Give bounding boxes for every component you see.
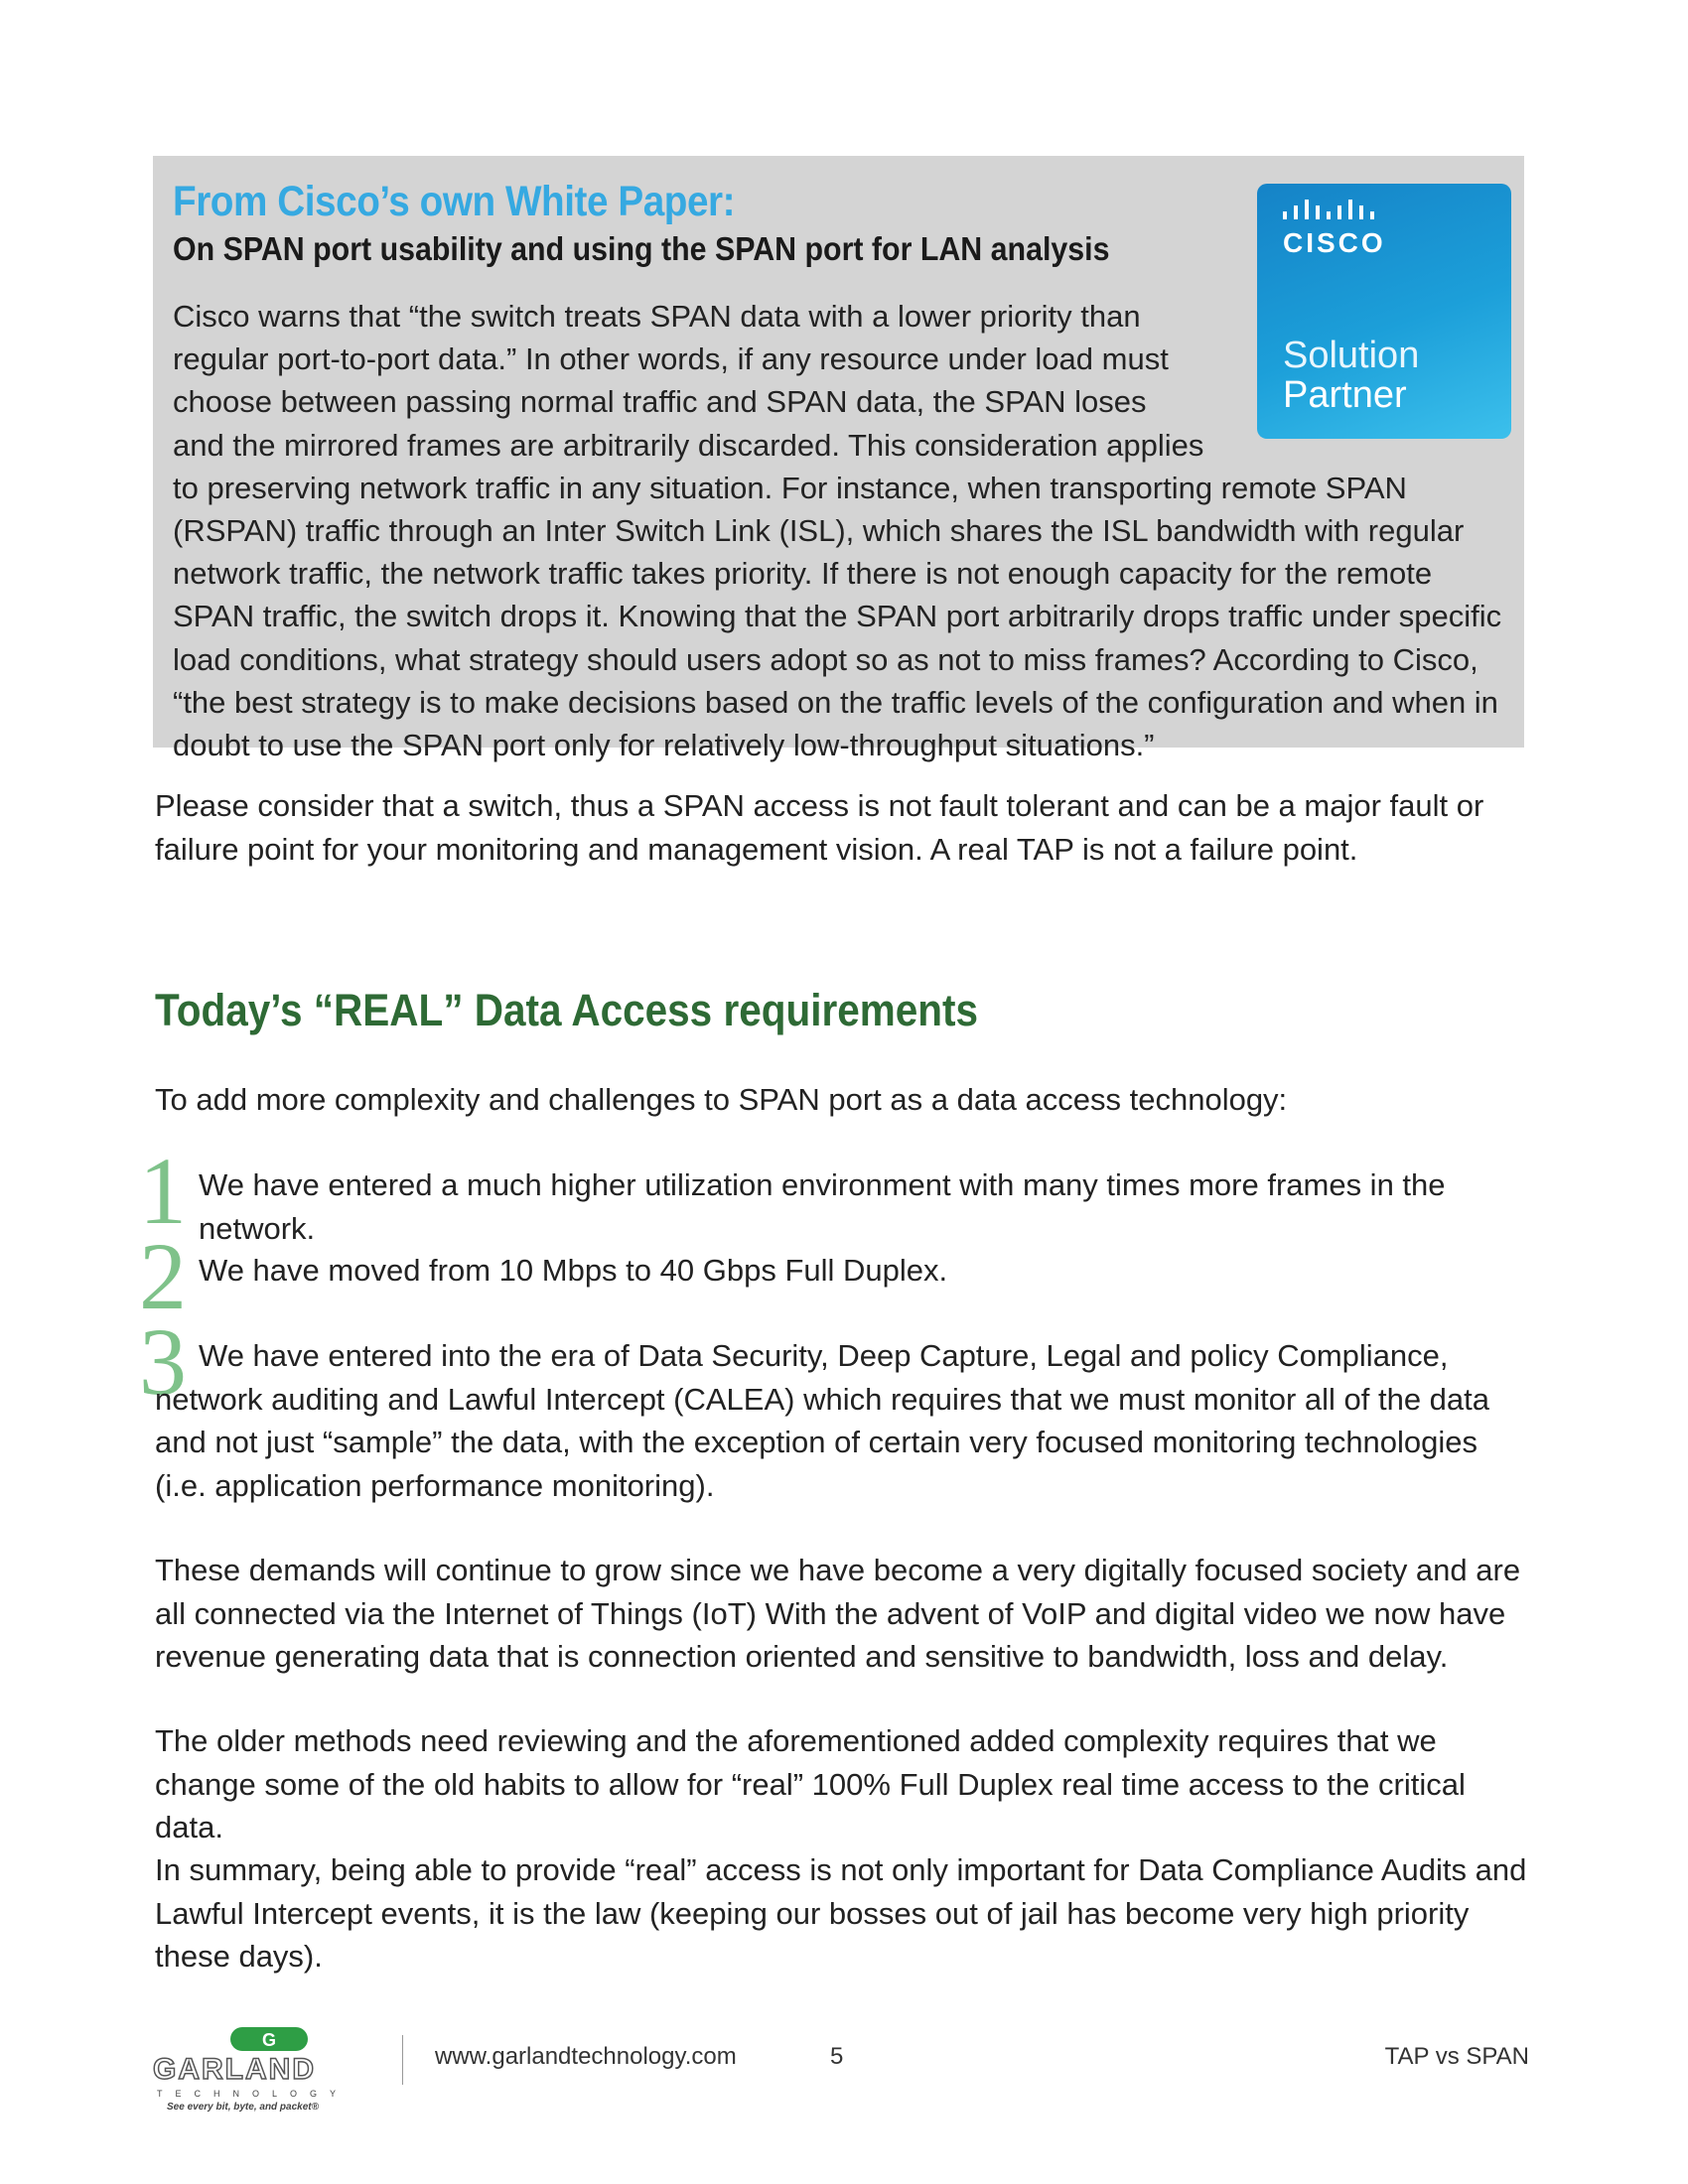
garland-tagline: See every bit, byte, and packet®: [167, 2102, 319, 2113]
callout-body-text: Cisco warns that “the switch treats SPAN data with a lower priority than regular port-to-port data.” In other words, if any resource under load must choose between passing normal traffic and SPAN data, the SPAN loses and the mirrored frames are arbitrarily discarded. This consideration applies to preserving network traffic in any situation. For instance, when transporting remote SPAN (RSPAN) traffic through an Inter Switch Link (ISL), which shares the ISL bandwidth with regular network traffic, the network traffic takes priority. If there is not enough capacity for the remote SPAN traffic, the switch drops it. Knowing that the SPAN port arbitrarily drops traffic under specific load conditions, what strategy should users adopt so as not to miss frames? According to Cisco, “the best strategy is to make decisions based on the traffic levels of the configuration and when in doubt to use the SPAN port only for relatively low-throughput situations.”: [173, 299, 1502, 763]
fault-tolerance-paragraph: Please consider that a switch, thus a SPAN access is not fault tolerant and can be a major fault or failure point for your monitoring and management vision. A real TAP is not a failure point.: [155, 788, 1484, 867]
document-title: TAP vs SPAN: [1384, 2043, 1529, 2070]
section-title: Today’s “REAL” Data Access requirements: [155, 985, 979, 1035]
list-text: We have moved from 10 Mbps to 40 Gbps Full Duplex.: [199, 1253, 948, 1288]
section-intro: To add more complexity and challenges to SPAN port as a data access technology:: [155, 1082, 1288, 1117]
list-number: 1: [139, 1138, 187, 1244]
footer-divider: [402, 2035, 403, 2085]
older-methods-paragraph: The older methods need reviewing and the aforementioned added complexity requires that we change some of the old habits to allow for “real” 100% Full Duplex real time access to the critical data.: [155, 1723, 1466, 1844]
page-number: 5: [830, 2043, 844, 2070]
callout-subtitle: On SPAN port usability and using the SPAN port for LAN analysis: [173, 230, 1110, 267]
list-number: 3: [139, 1308, 187, 1415]
callout-title: From Cisco’s own White Paper:: [173, 178, 736, 225]
garland-logo: [153, 2025, 391, 2115]
cisco-whitepaper-callout: [153, 156, 1524, 763]
list-text: We have entered into the era of Data Security, Deep Capture, Legal and policy Compliance, network auditing and Lawful Intercept (CALEA) which requires that we must monitor all of the data and not just “sample” the data, with the exception of certain very focused monitoring technologies (i.e. application performance monitoring).: [155, 1338, 1490, 1503]
footer-url[interactable]: www.garlandtechnology.com: [435, 2043, 737, 2070]
garland-technology-word: TECHNOLOGY: [157, 2089, 350, 2099]
list-number: 2: [139, 1223, 187, 1329]
garland-emblem-icon: [153, 2025, 391, 2055]
summary-paragraph: In summary, being able to provide “real” access is not only important for Data Compliance Audits and Lawful Intercept events, it is the law (keeping our bosses out of jail has become very high priority these days).: [155, 1852, 1527, 1974]
logo-line-solution: Solution: [1283, 335, 1420, 376]
svg-text:G: G: [261, 2030, 277, 2050]
list-text: We have entered a much higher utilization environment with many times more frames in the network.: [199, 1167, 1446, 1246]
callout-body: [173, 295, 1503, 766]
cisco-wordmark: CISCO: [1283, 227, 1386, 258]
logo-line-partner: Partner: [1283, 374, 1407, 416]
garland-wordmark: GARLAND: [153, 2053, 316, 2086]
demands-paragraph: These demands will continue to grow since we have become a very digitally focused society and are all connected via the Internet of Things (IoT) With the advent of VoIP and digital video we now have revenue generating data that is connection oriented and sensitive to bandwidth, loss and delay.: [155, 1553, 1521, 1674]
page-footer: [0, 2025, 1688, 2124]
